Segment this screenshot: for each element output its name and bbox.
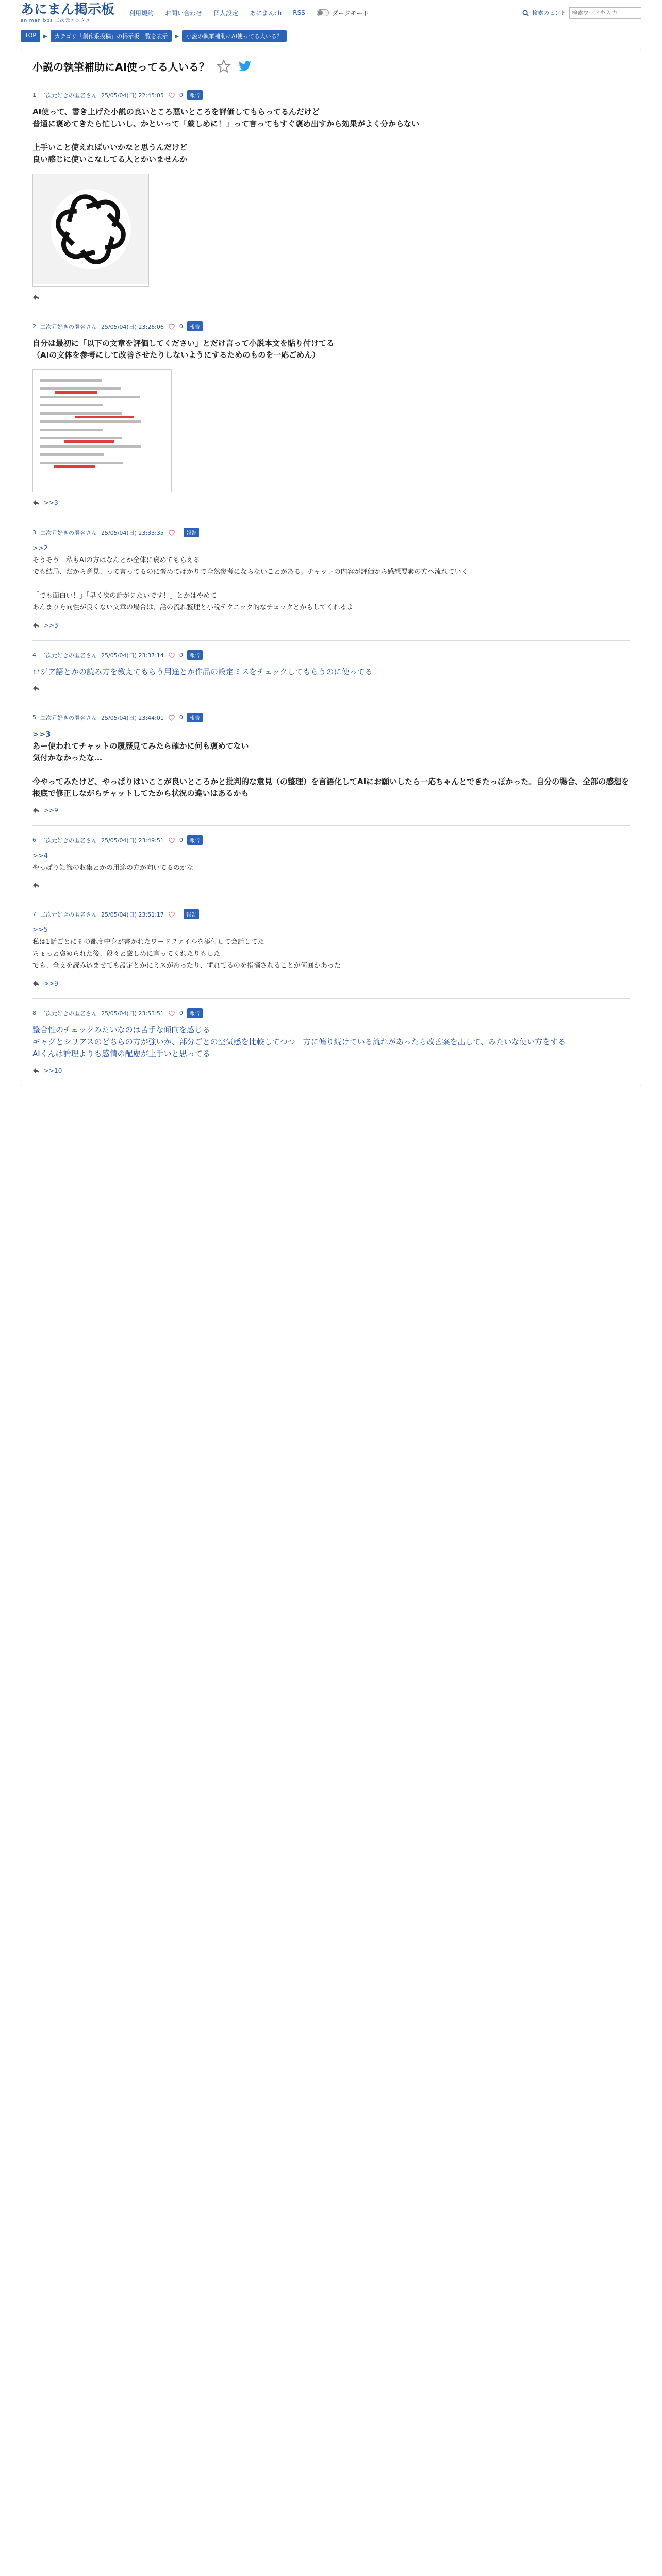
post-line xyxy=(32,130,630,142)
reply-icon[interactable] xyxy=(32,807,40,814)
reply-list-link[interactable]: >>10 xyxy=(44,1067,62,1074)
report-button[interactable]: 報告 xyxy=(187,90,203,100)
post-date: 25/05/04(日) 23:53:51 xyxy=(101,1010,164,1017)
post-line: 良い感じに使いこなしてる人とかいませんか xyxy=(32,155,188,164)
heart-icon[interactable] xyxy=(168,529,175,536)
post-date: 25/05/04(日) 23:49:51 xyxy=(101,837,164,844)
reply-list-link[interactable]: >>3 xyxy=(44,499,58,506)
post-line: でも結局、だから意見、って言ってるのに褒めてばかりで全然参考にならないことがある。チャットの内容が評価から感想要素の方へ流れていく xyxy=(32,568,468,576)
post-line xyxy=(32,579,630,591)
nav-contact[interactable]: お問い合わせ xyxy=(165,9,203,17)
post-line: 今やってみたけど、やっぱりはいここが良いところかと批判的な意見（の整理）を言語化してAIにお願いしたら一応ちゃんとできたっぽかった。自分の場合、全部の感想を根底で修正しながらチャットしてたから状況の違いはあるかも xyxy=(32,777,630,798)
post-body xyxy=(32,1024,630,1060)
post-line: 気付かなかったな… xyxy=(32,753,103,762)
post-body xyxy=(32,666,630,678)
post-line: あんまり方向性が良くない文章の場合は、話の流れ整理と小説テクニック的なチェックとかもしてくれるよ xyxy=(32,604,354,612)
post-footer xyxy=(32,1067,630,1074)
reply-icon[interactable] xyxy=(32,294,40,300)
reply-icon[interactable] xyxy=(32,622,40,629)
post-author: 二次元好きの匿名さん xyxy=(40,837,97,844)
post-footer xyxy=(32,499,630,506)
breadcrumb-thread[interactable]: 小説の執筆補助にAI使ってる人いる？ xyxy=(182,30,287,42)
reply-icon[interactable] xyxy=(32,882,40,888)
page-title: 小説の執筆補助にAI使ってる人いる？ xyxy=(32,61,209,73)
post-header xyxy=(32,528,630,537)
report-button[interactable]: 報告 xyxy=(184,528,199,537)
site-logo[interactable] xyxy=(21,3,114,23)
reply-list-link[interactable]: >>9 xyxy=(44,980,58,987)
post-number[interactable]: 6 xyxy=(32,837,36,843)
post-line: 「でも面白い！」「早く次の話が見たいです！」とかはやめて xyxy=(32,592,217,600)
post-item xyxy=(32,703,630,825)
nav-settings[interactable]: 個人設定 xyxy=(213,9,239,17)
post-number[interactable]: 5 xyxy=(32,714,36,721)
post-footer xyxy=(32,294,630,300)
dark-mode-label: ダークモード xyxy=(332,9,369,17)
nav-terms[interactable]: 利用規約 xyxy=(129,9,154,17)
post-line: AI使って、書き上げた小説の良いところ悪いところを評価してもらってるんだけど xyxy=(32,107,320,116)
post-footer xyxy=(32,882,630,888)
post-date: 25/05/04(日) 23:44:01 xyxy=(101,714,164,721)
post-date: 25/05/04(日) 23:33:35 xyxy=(101,529,164,536)
twitter-icon[interactable] xyxy=(238,61,252,72)
dark-mode-toggle[interactable] xyxy=(317,9,369,18)
post-author: 二次元好きの匿名さん xyxy=(40,911,97,918)
heart-icon[interactable] xyxy=(168,323,175,330)
post-header xyxy=(32,1008,630,1018)
report-button[interactable]: 報告 xyxy=(187,713,203,722)
post-line: 上手いこと使えればいいかなと思うんだけど xyxy=(32,143,188,152)
post-line: やっぱり知識の収集とかの用途の方が向いてるのかな xyxy=(32,864,194,872)
post-line xyxy=(32,764,630,776)
post-date: 25/05/04(日) 23:51:17 xyxy=(101,911,164,918)
reply-list-link[interactable]: >>3 xyxy=(44,622,58,629)
thread-title-row xyxy=(32,59,630,74)
post-number[interactable]: 8 xyxy=(32,1010,36,1016)
reply-icon[interactable] xyxy=(32,1067,40,1074)
post-item xyxy=(32,81,630,312)
post-line: ちょっと褒められた後、段々と厳しめに言ってくれたりもした xyxy=(32,950,221,958)
search-input[interactable] xyxy=(569,7,641,19)
post-date: 25/05/04(日) 23:37:14 xyxy=(101,652,164,659)
post-number[interactable]: 1 xyxy=(32,92,36,98)
reply-list-link[interactable]: >>9 xyxy=(44,807,58,814)
report-button[interactable]: 報告 xyxy=(187,1008,203,1018)
report-button[interactable]: 報告 xyxy=(184,909,199,919)
post-line: あー使われてチャットの履歴見てみたら確かに何も褒めてない xyxy=(32,741,249,751)
like-count: 0 xyxy=(179,92,183,98)
reply-icon[interactable] xyxy=(32,500,40,506)
like-count: 0 xyxy=(179,1010,183,1016)
post-line: 私は1話ごとにその都度中身が書かれたワードファイルを添付して会話してた xyxy=(32,938,264,946)
post-header xyxy=(32,835,630,845)
search-area xyxy=(522,7,641,19)
post-number[interactable]: 2 xyxy=(32,323,36,330)
post-number[interactable]: 4 xyxy=(32,652,36,658)
post-line: でも、全文を読み込ませても設定とかにミスがあったり、ずれてるのを指摘されることが何回かあった xyxy=(32,962,341,970)
post-footer xyxy=(32,685,630,691)
reply-anchor-link[interactable]: >>3 xyxy=(32,730,51,739)
post-item xyxy=(32,825,630,900)
breadcrumb-top[interactable]: TOP xyxy=(21,30,40,42)
post-item xyxy=(32,640,630,703)
post-body xyxy=(32,544,630,615)
post-author: 二次元好きの匿名さん xyxy=(40,714,97,721)
post-body xyxy=(32,106,630,165)
post-header xyxy=(32,90,630,100)
post-footer xyxy=(32,807,630,814)
site-header xyxy=(0,0,662,26)
report-button[interactable]: 報告 xyxy=(187,835,203,845)
attached-screenshot[interactable] xyxy=(32,369,172,492)
post-number[interactable]: 7 xyxy=(32,911,36,918)
reply-icon[interactable] xyxy=(32,685,40,691)
search-icon[interactable] xyxy=(522,10,529,16)
post-header xyxy=(32,909,630,919)
chevron-right-icon: ▶ xyxy=(43,33,47,39)
like-count: 0 xyxy=(179,714,183,721)
report-button[interactable]: 報告 xyxy=(187,321,203,331)
post-header xyxy=(32,650,630,660)
breadcrumb-category[interactable]: カテゴリ「創作系投稿」の掲示板一覧を表示 xyxy=(51,30,172,42)
post-line: 自分は最初に「以下の文章を評価してください」とだけ言って小説本文を貼り付けてる xyxy=(32,338,335,348)
chevron-right-icon: ▶ xyxy=(175,33,179,39)
thread-container xyxy=(21,49,641,1086)
post-header xyxy=(32,321,630,331)
post-date: 25/05/04(日) 23:26:06 xyxy=(101,323,164,330)
post-line: そうそう 私もAIの方はなんとか全体に褒めてもらえる xyxy=(32,556,200,564)
post-body xyxy=(32,728,630,800)
attached-image[interactable] xyxy=(32,174,149,287)
post-line: AIくんは論理よりも感情の配慮が上手いと思ってる xyxy=(32,1049,210,1058)
post-author: 二次元好きの匿名さん xyxy=(40,1010,97,1017)
openai-logo-icon xyxy=(33,174,148,284)
post-line: ギャグとシリアスのどちらの方が強いか、部分ごとの空気感を比較してつつ一方に偏り続けている流れがあったら改善案を出して、みたいな使い方をする xyxy=(32,1037,566,1046)
report-button[interactable]: 報告 xyxy=(187,650,203,660)
heart-icon[interactable] xyxy=(168,1010,175,1017)
post-line: （AIの文体を参考にして改善させたりしないようにするためのものを一応ごめん） xyxy=(32,350,320,360)
breadcrumb xyxy=(0,26,662,46)
logo-text: あにまん掲示板 xyxy=(21,2,115,18)
like-count: 0 xyxy=(179,837,183,843)
post-item xyxy=(32,900,630,998)
search-hint-link[interactable]: 検索のヒント xyxy=(532,10,566,16)
post-footer xyxy=(32,980,630,987)
document-preview-icon xyxy=(33,370,171,489)
post-list xyxy=(32,81,630,1086)
post-author: 二次元好きの匿名さん xyxy=(40,92,97,99)
heart-icon[interactable] xyxy=(168,652,175,659)
heart-icon[interactable] xyxy=(168,911,175,918)
post-author: 二次元好きの匿名さん xyxy=(40,529,97,536)
post-header xyxy=(32,713,630,722)
post-body xyxy=(32,851,630,875)
nav-rss[interactable]: RSS xyxy=(293,9,305,16)
reply-anchor-link[interactable]: >>5 xyxy=(32,926,48,934)
post-line: 整合性のチェックみたいなのは苦手な傾向を感じる xyxy=(32,1025,210,1035)
post-date: 25/05/04(日) 22:45:05 xyxy=(101,92,164,99)
reply-anchor-link[interactable]: >>4 xyxy=(32,852,48,860)
post-author: 二次元好きの匿名さん xyxy=(40,652,97,659)
post-line: ロジア語とかの読み方を教えてもらう用途とか作品の設定ミスをチェックしてもらうのに使ってる xyxy=(32,667,373,676)
logo-subtext: animan bbs 二次元エンタメ xyxy=(21,18,91,23)
post-body xyxy=(32,925,630,973)
heart-icon[interactable] xyxy=(168,714,175,721)
post-number[interactable]: 3 xyxy=(32,529,36,536)
like-count: 0 xyxy=(179,652,183,658)
post-item xyxy=(32,518,630,640)
header-nav xyxy=(129,9,369,18)
post-line: 普通に褒めてきたら忙しいし、かといって「厳しめに！」って言ってもすぐ褒め出すから効果がよく分からない xyxy=(32,119,420,128)
heart-icon[interactable] xyxy=(168,92,175,99)
post-author: 二次元好きの匿名さん xyxy=(40,323,97,330)
nav-animanch[interactable]: あにまんch xyxy=(250,9,282,17)
heart-icon[interactable] xyxy=(168,837,175,844)
reply-anchor-link[interactable]: >>2 xyxy=(32,545,48,552)
star-icon[interactable] xyxy=(217,59,231,74)
post-item xyxy=(32,312,630,518)
toggle-switch[interactable] xyxy=(317,9,329,16)
reply-icon[interactable] xyxy=(32,980,40,987)
post-body xyxy=(32,337,630,361)
post-item xyxy=(32,998,630,1086)
post-footer xyxy=(32,622,630,629)
like-count: 0 xyxy=(179,323,183,330)
